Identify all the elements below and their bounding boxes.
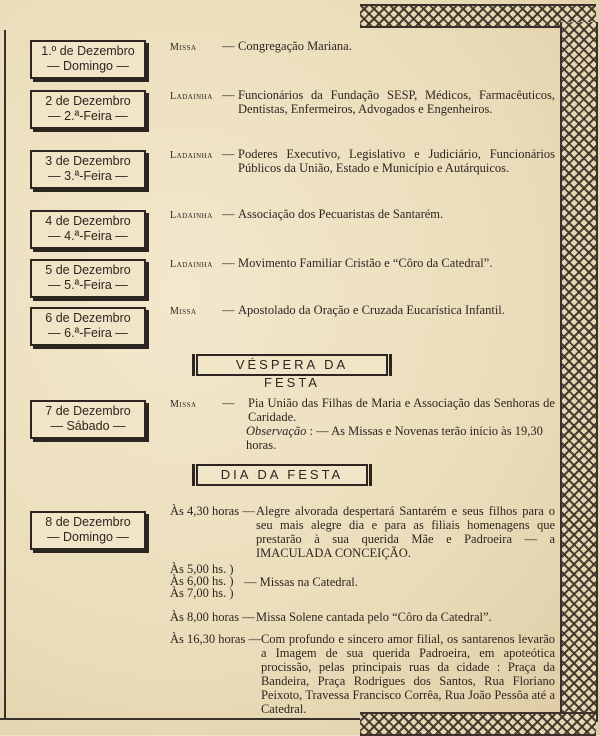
date-box-dec-3 bbox=[30, 150, 146, 189]
date-label: 6 de Dezembro bbox=[45, 311, 131, 325]
weekday-label: — 4.ª-Feira — bbox=[48, 229, 128, 243]
festa-item-time: Às 4,30 horas — bbox=[170, 504, 255, 518]
festa-item-time: Às 8,00 horas — bbox=[170, 610, 255, 624]
date-label: 3 de Dezembro bbox=[45, 154, 131, 168]
entry-kind: Missa bbox=[170, 306, 197, 317]
entry-text: Poderes Executivo, Legislativo e Judiciário, Funcionários Públicos da União, Estado e Município e Autárquicos. bbox=[238, 147, 555, 175]
date-box-dec-8 bbox=[30, 511, 146, 550]
date-box-dec-2 bbox=[30, 90, 146, 129]
weekday-label: — 2.ª-Feira — bbox=[48, 109, 128, 123]
date-label: 1.º de Dezembro bbox=[41, 44, 135, 58]
entry-text: Congregação Mariana. bbox=[238, 39, 352, 53]
entry-text: Pia União das Filhas de Maria e Associação das Senhoras de Caridade. bbox=[248, 396, 555, 424]
date-label: 7 de Dezembro bbox=[45, 404, 131, 418]
entry-dec-2: Ladainha — Funcionários da Fundação SESP, Médicos, Farmacêuticos, Dentistas, Enfermeiros, Advogados e Engenheiros. bbox=[170, 88, 555, 116]
festa-item-alvorada bbox=[170, 504, 555, 560]
entry-text: Apostolado da Oração e Cruzada Eucarística Infantil. bbox=[238, 303, 505, 317]
festa-item-text: Alegre alvorada despertará Santarém e seus filhos para o seu mais alegre dia e para as filiais homenagens que prestarão à sua querida Mãe e Padroeira — a IMACULADA CONCEIÇÃO. bbox=[256, 504, 555, 560]
date-label: 5 de Dezembro bbox=[45, 263, 131, 277]
entry-dec-7: Missa — Pia União das Filhas de Maria e Associação das Senhoras de Caridade. bbox=[170, 396, 555, 424]
decorative-border-right bbox=[560, 22, 598, 722]
date-label: 4 de Dezembro bbox=[45, 214, 131, 228]
entry-dec-4: Ladainha — Associação dos Pecuaristas de Santarém. bbox=[170, 207, 555, 223]
date-label: 2 de Dezembro bbox=[45, 94, 131, 108]
weekday-label: — Domingo — bbox=[47, 530, 129, 544]
entry-kind: Ladainha bbox=[170, 91, 213, 102]
date-box-dec-6 bbox=[30, 307, 146, 346]
entry-dec-6: Missa — Apostolado da Oração e Cruzada Eucarística Infantil. bbox=[170, 303, 555, 319]
entry-dec-1: Missa — Congregação Mariana. bbox=[170, 39, 555, 55]
left-border-line bbox=[4, 30, 6, 720]
festa-item-text: Missa Solene cantada pelo “Côro da Catedral”. bbox=[256, 610, 492, 624]
entry-text: Movimento Familiar Cristão e “Côro da Catedral”. bbox=[238, 256, 493, 270]
entry-kind: Ladainha bbox=[170, 259, 213, 270]
mass-time-1: Às 5,00 hs. ) bbox=[170, 562, 234, 576]
observation-text: : — As Missas e Novenas terão início às 19,30 horas. bbox=[246, 424, 543, 452]
festa-item-missa-solene bbox=[170, 610, 555, 624]
festa-item-procissao bbox=[170, 632, 555, 716]
date-box-dec-5 bbox=[30, 259, 146, 298]
vespera-banner: VÉSPERA DA FESTA bbox=[196, 354, 388, 376]
weekday-label: — 3.ª-Feira — bbox=[48, 169, 128, 183]
observation-note bbox=[246, 424, 556, 452]
date-box-dec-4 bbox=[30, 210, 146, 249]
date-label: 8 de Dezembro bbox=[45, 515, 131, 529]
entry-kind: Ladainha bbox=[170, 150, 213, 161]
entry-text: Funcionários da Fundação SESP, Médicos, Farmacêuticos, Dentistas, Enfermeiros, Advogados e Engenheiros. bbox=[238, 88, 555, 116]
weekday-label: — Domingo — bbox=[47, 59, 129, 73]
weekday-label: — 5.ª-Feira — bbox=[48, 278, 128, 292]
festa-banner: DIA DA FESTA bbox=[196, 464, 368, 486]
observation-label: Observação bbox=[246, 424, 307, 438]
entry-kind: Ladainha bbox=[170, 210, 213, 221]
festa-item-text: Com profundo e sincero amor filial, os santarenos levarão a Imagem de sua querida Padroeira, em apoteótica procissão, pelas principais ruas da cidade : Praça da Bandeira, Praça Rodrigues dos Santos, Rua Floriano Peixoto, Travessa Francisco Corrêa, Rua João Pessôa até a Catedral. bbox=[260, 632, 555, 716]
festa-item-time: Às 16,30 horas — bbox=[170, 632, 261, 646]
entry-text: Associação dos Pecuaristas de Santarém. bbox=[238, 207, 444, 221]
weekday-label: — 6.ª-Feira — bbox=[48, 326, 128, 340]
mass-time-3: Às 7,00 hs. ) bbox=[170, 586, 234, 600]
weekday-label: — Sábado — bbox=[50, 419, 126, 433]
entry-kind: Missa bbox=[170, 42, 197, 53]
entry-kind: Missa bbox=[170, 399, 197, 410]
mass-text: — Missas na Catedral. bbox=[244, 575, 358, 589]
mass-time-2: Às 6,00 hs. ) bbox=[170, 574, 234, 588]
date-box-dec-1 bbox=[30, 40, 146, 79]
entry-dec-5: Ladainha — Movimento Familiar Cristão e “Côro da Catedral”. bbox=[170, 256, 555, 272]
entry-dec-3: Ladainha — Poderes Executivo, Legislativo e Judiciário, Funcionários Públicos da União, Estado e Município e Autárquicos. bbox=[170, 147, 555, 175]
date-box-dec-7 bbox=[30, 400, 146, 439]
